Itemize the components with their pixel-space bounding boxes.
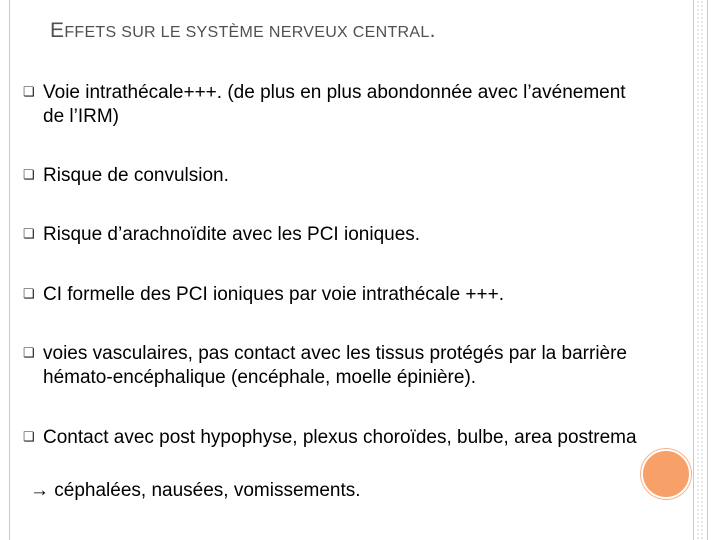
bullet-text: Voie intrathécale+++. (de plus en plus abondonnée avec l’avénement de l’IRM) — [43, 82, 626, 127]
consequence-line — [30, 479, 361, 503]
arrow-right-icon: → — [30, 480, 49, 501]
bullet-square-icon: ❏ — [23, 345, 35, 360]
bullet-square-icon: ❏ — [23, 286, 35, 301]
bullet-text: Contact avec post hypophyse, plexus choroïdes, bulbe, area postrema — [43, 427, 637, 448]
title-first-letter: E — [50, 19, 65, 42]
bullet-square-icon: ❏ — [23, 429, 35, 444]
orange-circle-decoration — [641, 449, 691, 499]
bullet-text: CI formelle des PCI ioniques par voie intrathécale +++. — [43, 284, 505, 305]
bullet-text: Risque de convulsion. — [43, 165, 229, 186]
bullet-square-icon: ❏ — [23, 167, 35, 182]
consequence-text: céphalées, nausées, vomissements. — [49, 480, 361, 501]
bullet-square-icon: ❏ — [23, 226, 35, 241]
bullet-text: Risque d’arachnoïdite avec les PCI ioniques. — [43, 224, 421, 245]
bullet-text: voies vasculaires, pas contact avec les tissus protégés par la barrière hémato-encéphalique (encéphale, moelle épinière). — [43, 343, 627, 388]
right-border-line-inner — [707, 0, 708, 540]
right-dotted-texture — [696, 0, 704, 540]
slide-title — [50, 19, 436, 49]
right-border-line — [693, 0, 694, 540]
bullet-square-icon: ❏ — [23, 84, 35, 99]
title-text: FFETS SUR LE SYSTÈME NERVEUX CENTRAL — [64, 24, 430, 41]
title-period: . — [429, 19, 436, 42]
left-border-line — [9, 0, 10, 540]
